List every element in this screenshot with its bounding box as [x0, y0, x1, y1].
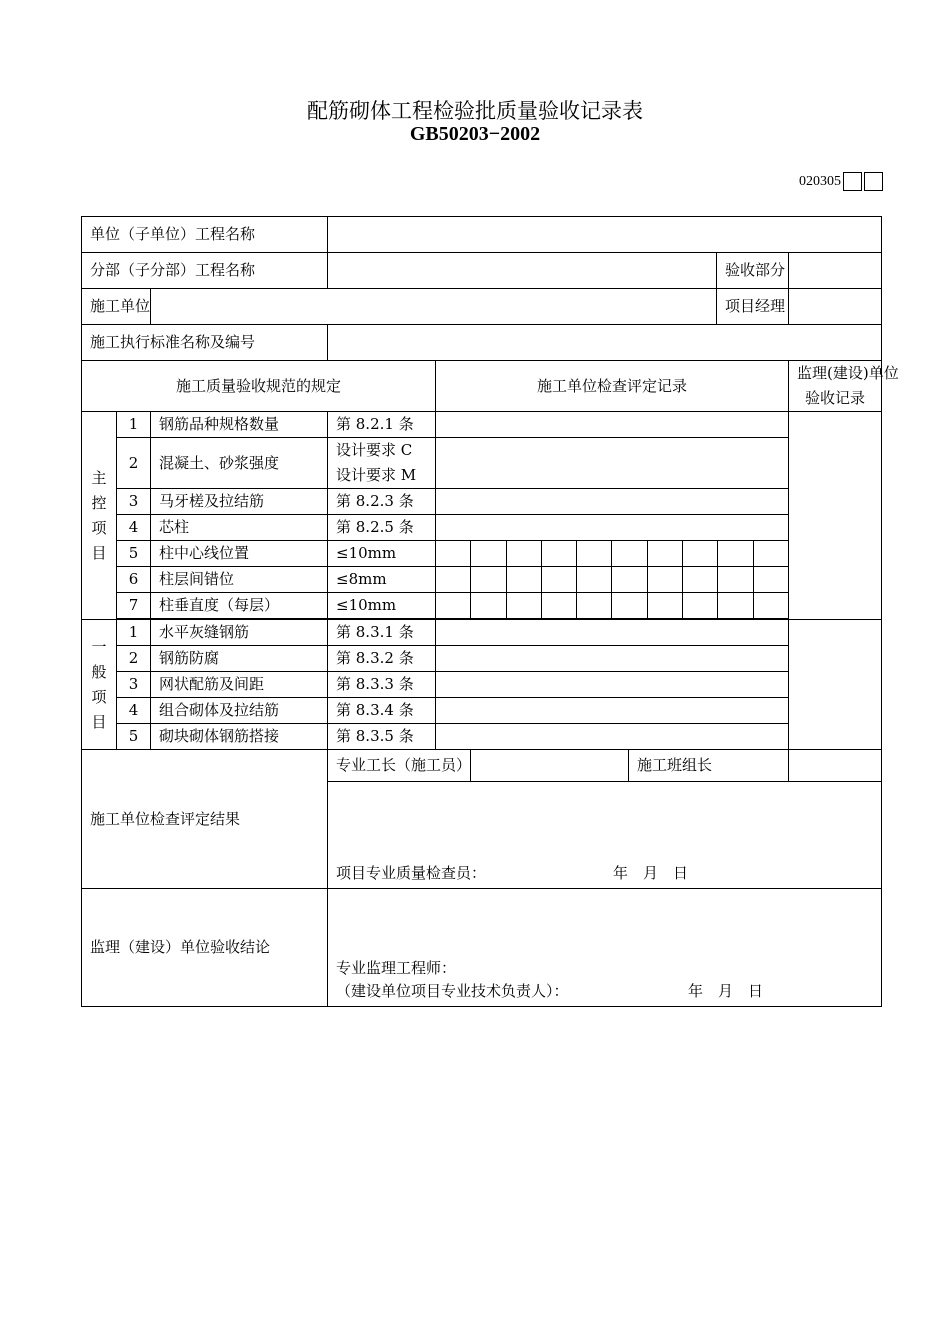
- requirement-line-m: 设计要求 M: [336, 466, 417, 484]
- item-name: 钢筋防腐: [151, 646, 328, 672]
- measurement-cell[interactable]: [682, 541, 717, 566]
- measurement-cell[interactable]: [682, 567, 717, 592]
- item-number: 5: [117, 724, 151, 750]
- item-number: 3: [117, 672, 151, 698]
- measurement-grid: [436, 567, 789, 593]
- measurement-cell[interactable]: [541, 593, 576, 618]
- record-field[interactable]: [436, 672, 789, 698]
- item-requirement: 第 8.2.5 条: [328, 515, 436, 541]
- standard-label: 施工执行标准名称及编号: [82, 325, 328, 361]
- manager-field[interactable]: [789, 289, 882, 325]
- supervisor-result-field[interactable]: [328, 889, 882, 1007]
- measurement-cell[interactable]: [576, 593, 611, 618]
- item-number: 6: [117, 567, 151, 593]
- measurement-cell[interactable]: [436, 593, 470, 618]
- measurement-cell[interactable]: [436, 541, 470, 566]
- measurement-cell[interactable]: [506, 541, 541, 566]
- record-field[interactable]: [436, 620, 789, 646]
- supervising-engineer-label: 专业监理工程师：: [336, 959, 457, 977]
- item-name: 柱垂直度（每层）: [151, 593, 328, 619]
- general-group-label: 一 般 项 目: [82, 620, 117, 750]
- item-number: 3: [117, 489, 151, 515]
- measurement-cell[interactable]: [717, 593, 752, 618]
- item-requirement: [328, 438, 436, 489]
- manager-label: 项目经理: [717, 289, 789, 325]
- unit-project-label: 单位（子单位）工程名称: [82, 217, 328, 253]
- measurement-cell[interactable]: [717, 541, 752, 566]
- item-requirement: 第 8.3.3 条: [328, 672, 436, 698]
- measurement-cell[interactable]: [470, 593, 505, 618]
- supervisor-record-header-line-2: 验收记录: [805, 389, 866, 407]
- general-supervisor-record-field[interactable]: [789, 620, 882, 750]
- item-name: 钢筋品种规格数量: [151, 412, 328, 438]
- item-name: 网状配筋及间距: [151, 672, 328, 698]
- measurement-cell[interactable]: [506, 593, 541, 618]
- item-requirement: 第 8.3.2 条: [328, 646, 436, 672]
- item-name: 芯柱: [151, 515, 328, 541]
- measurement-cell[interactable]: [470, 567, 505, 592]
- measurement-cell[interactable]: [753, 567, 788, 592]
- contractor-field[interactable]: [151, 289, 717, 325]
- item-requirement: 第 8.2.3 条: [328, 489, 436, 515]
- inspector-date-label: 年 月 日: [613, 864, 689, 882]
- measurement-cell[interactable]: [682, 593, 717, 618]
- record-field[interactable]: [436, 412, 789, 438]
- measurement-cell[interactable]: [753, 541, 788, 566]
- main-supervisor-record-field[interactable]: [789, 412, 882, 620]
- item-number: 7: [117, 593, 151, 619]
- sub-project-field[interactable]: [328, 253, 717, 289]
- foreman-field[interactable]: [471, 750, 629, 782]
- standard-field[interactable]: [328, 325, 882, 361]
- inspection-table: [81, 216, 899, 1007]
- contractor-result-label: 施工单位检查评定结果: [82, 750, 328, 889]
- form-code-box-1[interactable]: [843, 172, 862, 191]
- item-requirement: 第 8.3.4 条: [328, 698, 436, 724]
- item-name: 柱中心线位置: [151, 541, 328, 567]
- item-number: 2: [117, 438, 151, 489]
- requirement-line-c: 设计要求 C: [336, 441, 413, 459]
- spec-column-header: 施工质量验收规范的规定: [82, 361, 436, 412]
- item-requirement: 第 8.3.5 条: [328, 724, 436, 750]
- standard-code: GB50203−2002: [409, 123, 541, 145]
- item-name: 水平灰缝钢筋: [151, 620, 328, 646]
- supervisor-date-label: 年 月 日: [688, 982, 764, 1000]
- item-name: 组合砌体及拉结筋: [151, 698, 328, 724]
- measurement-cell[interactable]: [541, 541, 576, 566]
- record-field[interactable]: [436, 724, 789, 750]
- measurement-cell[interactable]: [576, 541, 611, 566]
- measurement-cell[interactable]: [436, 567, 470, 592]
- item-requirement: 第 8.3.1 条: [328, 620, 436, 646]
- item-number: 2: [117, 646, 151, 672]
- form-code: [799, 172, 883, 191]
- item-name: 混凝土、砂浆强度: [151, 438, 328, 489]
- owner-technical-lead-label: （建设单位项目专业技术负责人）：: [336, 982, 569, 1000]
- item-number: 1: [117, 620, 151, 646]
- contractor-label: 施工单位: [82, 289, 151, 325]
- team-leader-label: 施工班组长: [629, 750, 789, 782]
- item-requirement: ≤8mm: [328, 567, 436, 593]
- measurement-cell[interactable]: [611, 567, 646, 592]
- main-control-group-label: 主 控 项 目: [82, 412, 117, 620]
- measurement-cell[interactable]: [647, 593, 682, 618]
- item-number: 1: [117, 412, 151, 438]
- item-requirement: 第 8.2.1 条: [328, 412, 436, 438]
- inspector-signature-label: 项目专业质量检查员：: [336, 864, 487, 882]
- item-number: 4: [117, 515, 151, 541]
- acceptance-part-field[interactable]: [789, 253, 882, 289]
- item-number: 4: [117, 698, 151, 724]
- measurement-cell[interactable]: [576, 567, 611, 592]
- unit-project-field[interactable]: [328, 217, 882, 253]
- record-field[interactable]: [436, 438, 789, 489]
- measurement-cell[interactable]: [506, 567, 541, 592]
- measurement-cell[interactable]: [470, 541, 505, 566]
- supervisor-record-header-line-1: 监理(建设)单位: [797, 364, 899, 382]
- contractor-record-column-header: 施工单位检查评定记录: [436, 361, 789, 412]
- measurement-cell[interactable]: [753, 593, 788, 618]
- record-field[interactable]: [436, 515, 789, 541]
- supervisor-record-column-header: [789, 361, 899, 412]
- record-field[interactable]: [436, 646, 789, 672]
- form-title: 配筋砌体工程检验批质量验收记录表: [307, 99, 643, 123]
- team-leader-field[interactable]: [789, 750, 882, 782]
- measurement-cell[interactable]: [717, 567, 752, 592]
- item-name: 柱层间错位: [151, 567, 328, 593]
- item-requirement: ≤10mm: [328, 541, 436, 567]
- measurement-cell[interactable]: [611, 593, 646, 618]
- measurement-grid: [436, 593, 789, 619]
- acceptance-part-label: 验收部分: [717, 253, 789, 289]
- form-code-box-2[interactable]: [864, 172, 883, 191]
- record-field[interactable]: [436, 698, 789, 724]
- supervisor-result-label: 监理（建设）单位验收结论: [82, 889, 328, 1007]
- item-name: 马牙槎及拉结筋: [151, 489, 328, 515]
- contractor-result-field[interactable]: [328, 782, 882, 889]
- sub-project-label: 分部（子分部）工程名称: [82, 253, 328, 289]
- measurement-cell[interactable]: [647, 567, 682, 592]
- measurement-cell[interactable]: [611, 541, 646, 566]
- measurement-grid: [436, 541, 789, 567]
- measurement-cell[interactable]: [541, 567, 576, 592]
- item-number: 5: [117, 541, 151, 567]
- item-requirement: ≤10mm: [328, 593, 436, 619]
- record-field[interactable]: [436, 489, 789, 515]
- item-name: 砌块砌体钢筋搭接: [151, 724, 328, 750]
- measurement-cell[interactable]: [647, 541, 682, 566]
- form-code-number: 020305: [799, 173, 841, 189]
- foreman-label: 专业工长（施工员）: [328, 750, 471, 782]
